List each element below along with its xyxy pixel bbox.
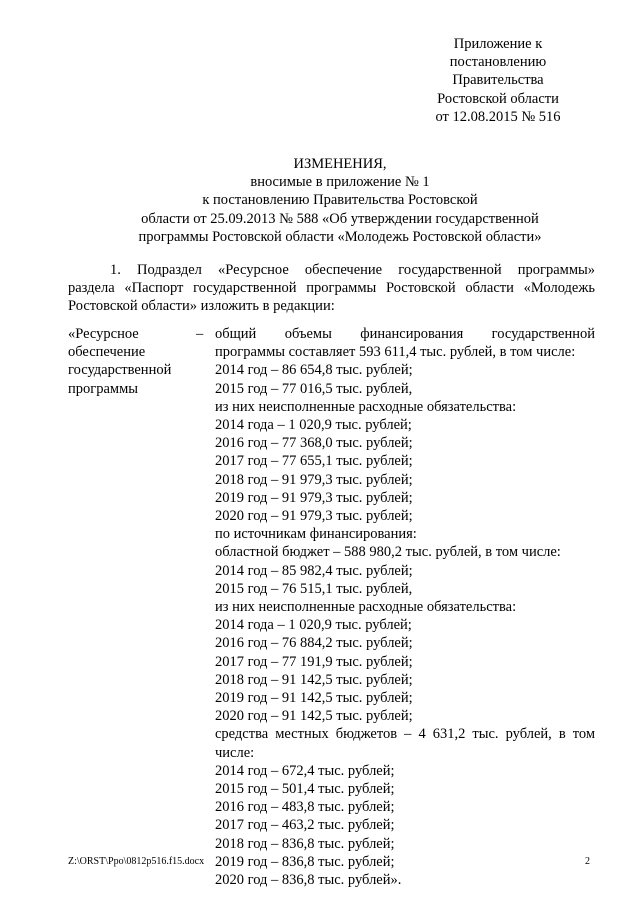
funding-line: 2016 год – 76 884,2 тыс. рублей; bbox=[215, 635, 413, 652]
section-label bbox=[68, 325, 208, 398]
funding-line: средства местных бюджетов – 4 631,2 тыс. рублей, в том bbox=[215, 726, 595, 743]
funding-line: 2014 год – 672,4 тыс. рублей; bbox=[215, 762, 395, 779]
heading-line: программы Ростовской области «Молодежь Ростовской области» bbox=[138, 228, 542, 245]
appendix-line: от 12.08.2015 № 516 bbox=[435, 108, 561, 125]
funding-line: 2019 год – 836,8 тыс. рублей; bbox=[215, 853, 395, 870]
heading-line: к постановлению Правительства Ростовской bbox=[202, 192, 478, 209]
funding-line: 2015 год – 501,4 тыс. рублей; bbox=[215, 781, 395, 798]
funding-line: 2018 год – 91 979,3 тыс. рублей; bbox=[215, 471, 413, 488]
appendix-line: Правительства bbox=[452, 72, 544, 89]
funding-line: по источникам финансирования: bbox=[215, 526, 417, 543]
document-heading bbox=[60, 155, 620, 246]
funding-line: 2016 год – 77 368,0 тыс. рублей; bbox=[215, 435, 413, 452]
intro-line: раздела «Паспорт государственной программы Ростовской области «Молодежь bbox=[68, 280, 595, 297]
intro-line: Ростовской области» изложить в редакции: bbox=[68, 298, 335, 315]
funding-line: программы составляет 593 611,4 тыс. рублей, в том числе: bbox=[215, 344, 576, 361]
funding-line: общий объемы финансирования государственной bbox=[215, 326, 595, 342]
page-number: 2 bbox=[585, 856, 590, 867]
appendix-line: Приложение к bbox=[453, 36, 543, 52]
footer-file-path: Z:\ORST\Ppo\0812p516.f15.docx bbox=[68, 856, 205, 867]
funding-line: 2014 года – 1 020,9 тыс. рублей; bbox=[215, 417, 412, 434]
heading-line: области от 25.09.2013 № 588 «Об утверждении государственной bbox=[141, 210, 539, 227]
intro-paragraph bbox=[68, 261, 595, 316]
appendix-line: Ростовской области bbox=[437, 90, 559, 107]
section-label-line: государственной bbox=[68, 362, 172, 379]
funding-line: 2019 год – 91 979,3 тыс. рублей; bbox=[215, 489, 413, 506]
appendix-line: постановлению bbox=[449, 54, 547, 71]
dash-separator: – bbox=[196, 326, 204, 342]
appendix-block bbox=[418, 35, 578, 126]
funding-line: 2017 год – 463,2 тыс. рублей; bbox=[215, 817, 395, 834]
section-label-line: программы bbox=[68, 380, 138, 397]
funding-line: 2017 год – 77 191,9 тыс. рублей; bbox=[215, 653, 413, 670]
funding-line: из них неисполненные расходные обязательства: bbox=[215, 398, 517, 415]
document-title: ИЗМЕНЕНИЯ, bbox=[293, 156, 387, 172]
funding-line: 2020 год – 91 142,5 тыс. рублей; bbox=[215, 708, 413, 725]
funding-line: 2014 год – 85 982,4 тыс. рублей; bbox=[215, 562, 413, 579]
funding-line: 2016 год – 483,8 тыс. рублей; bbox=[215, 799, 395, 816]
funding-details bbox=[215, 325, 595, 889]
funding-line: числе: bbox=[215, 744, 255, 761]
funding-line: 2014 года – 1 020,9 тыс. рублей; bbox=[215, 617, 412, 634]
funding-line: 2019 год – 91 142,5 тыс. рублей; bbox=[215, 690, 413, 707]
funding-line: из них неисполненные расходные обязательства: bbox=[215, 599, 517, 616]
funding-line: 2020 год – 91 979,3 тыс. рублей; bbox=[215, 508, 413, 525]
section-label-line: «Ресурсное bbox=[68, 326, 139, 342]
funding-line: 2020 год – 836,8 тыс. рублей». bbox=[215, 872, 402, 889]
section-label-line: обеспечение bbox=[68, 344, 146, 361]
funding-line: 2015 год – 76 515,1 тыс. рублей, bbox=[215, 580, 413, 597]
funding-line: 2017 год – 77 655,1 тыс. рублей; bbox=[215, 453, 413, 470]
funding-line: 2018 год – 836,8 тыс. рублей; bbox=[215, 835, 395, 852]
funding-line: 2014 год – 86 654,8 тыс. рублей; bbox=[215, 362, 413, 379]
intro-line: 1. Подраздел «Ресурсное обеспечение государственной программы» bbox=[110, 262, 595, 278]
funding-line: 2015 год – 77 016,5 тыс. рублей, bbox=[215, 380, 413, 397]
heading-line: вносимые в приложение № 1 bbox=[250, 174, 430, 191]
funding-line: 2018 год – 91 142,5 тыс. рублей; bbox=[215, 671, 413, 688]
funding-line: областной бюджет – 588 980,2 тыс. рублей, в том числе: bbox=[215, 544, 561, 561]
